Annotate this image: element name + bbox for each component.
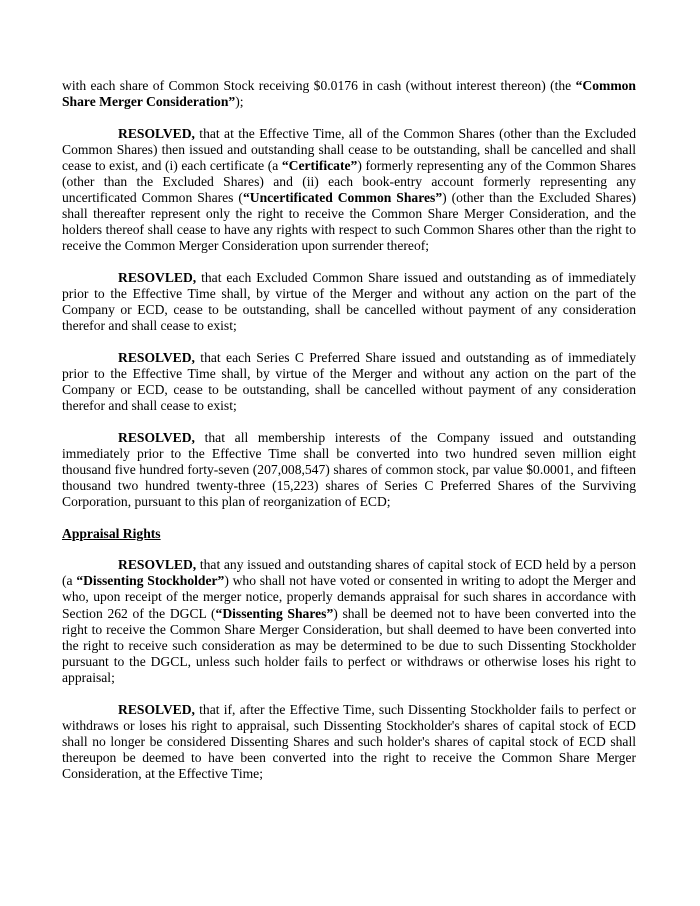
- heading-appraisal-rights: [62, 526, 636, 542]
- text-segment: RESOLVED,: [118, 125, 195, 141]
- text-segment: “Uncertificated Common Shares”: [242, 190, 443, 206]
- document-body: [62, 78, 636, 782]
- paragraph-resolved-common-shares: [62, 126, 636, 255]
- text-segment: “Certificate”: [281, 157, 358, 173]
- text-segment: RESOLVED,: [118, 701, 195, 717]
- text-segment: RESOVLED,: [118, 269, 197, 285]
- text-segment: Appraisal Rights: [62, 525, 161, 541]
- paragraph-resolved-dissenting-stockholder: [62, 557, 636, 686]
- text-segment: that if, after the Effective Time, such Dissenting Stockholder fails to perfect or withdraws or loses his right to appraisal, such Dissenting Stockholder's shares of capital stock of ECD shall no longer be considered Dissenting Shares and such holder's shares of capital stock of ECD shall thereupon be deemed to have been converted into the right to receive the Common Share Merger Consideration, at the Effective Time;: [62, 701, 636, 781]
- paragraph-resolved-excluded-common-shares: [62, 270, 636, 334]
- text-segment: “Dissenting Stockholder”: [76, 573, 225, 589]
- text-segment: with each share of Common Stock receiving $0.0176 in cash (without interest thereon) (the: [62, 78, 576, 93]
- text-segment: ) (other than the Excluded Shares) shall thereafter represent only the right to receive the Common Share Merger Consideration, and the holders thereof shall cease to have any rights with respect to such Common Shares other than the right to receive the Common Merger Consideration upon surrender thereof;: [62, 190, 636, 254]
- text-segment: that at the Effective Time, all of the Common Shares (other than the Excluded Common Shares) then issued and outstanding shall cease to be outstanding, shall be cancelled and shall cease to exist, and (i) each certificate (a: [62, 125, 636, 173]
- text-segment: RESOLVED,: [118, 429, 195, 445]
- paragraph-common-share-merger-consideration: [62, 78, 636, 110]
- paragraph-resolved-series-c-preferred: [62, 350, 636, 414]
- paragraph-resolved-membership-interests: [62, 430, 636, 510]
- text-segment: that each Series C Preferred Share issued and outstanding as of immediately prior to the Effective Time shall, by virtue of the Merger and without any action on the part of the Company or ECD, cease to be outstanding, shall be cancelled without payment of any consideration therefor and shall cease to exist;: [62, 349, 636, 414]
- text-segment: RESOVLED,: [118, 557, 197, 573]
- text-segment: that all membership interests of the Company issued and outstanding immediately prior to the Effective Time shall be converted into two hundred seven million eight thousand five hundred forty-seven (207,008,547) shares of common stock, par value $0.0001, and fifteen thousand two hundred twenty-three (15,223) shares of Series C Preferred Shares of the Surviving Corporation, pursuant to this plan of reorganization of ECD;: [62, 429, 636, 510]
- text-segment: ) who shall not have voted or consented in writing to adopt the Merger and who, upon receipt of the merger notice, properly demands appraisal for such shares in accordance with Section 262 of the DGCL (: [62, 573, 636, 621]
- text-segment: ) shall be deemed not to have been converted into the right to receive the Common Share Merger Consideration, but shall deemed to have been converted into the right to receive such consideration as may be determined to be due to such Dissenting Stockholder pursuant to the DGCL, unless such holder fails to perfect or withdraws or otherwise loses his right to appraisal;: [62, 605, 636, 685]
- text-segment: );: [235, 94, 244, 110]
- text-segment: that each Excluded Common Share issued and outstanding as of immediately prior to the Effective Time shall, by virtue of the Merger and without any action on the part of the Company or ECD, cease to be outstanding, shall be cancelled without payment of any consideration therefor and shall cease to exist;: [62, 269, 636, 334]
- text-segment: ) formerly representing any of the Common Shares (other than the Excluded Shares) and (ii) each book-entry account formerly representing any uncertificated Common Shares (: [62, 157, 636, 206]
- paragraph-resolved-failure-to-perfect: [62, 702, 636, 782]
- text-segment: “Common Share Merger Consideration”: [62, 78, 636, 110]
- text-segment: “Dissenting Shares”: [215, 605, 334, 621]
- text-segment: RESOLVED,: [118, 349, 195, 365]
- text-segment: that any issued and outstanding shares of capital stock of ECD held by a person (a: [62, 557, 636, 589]
